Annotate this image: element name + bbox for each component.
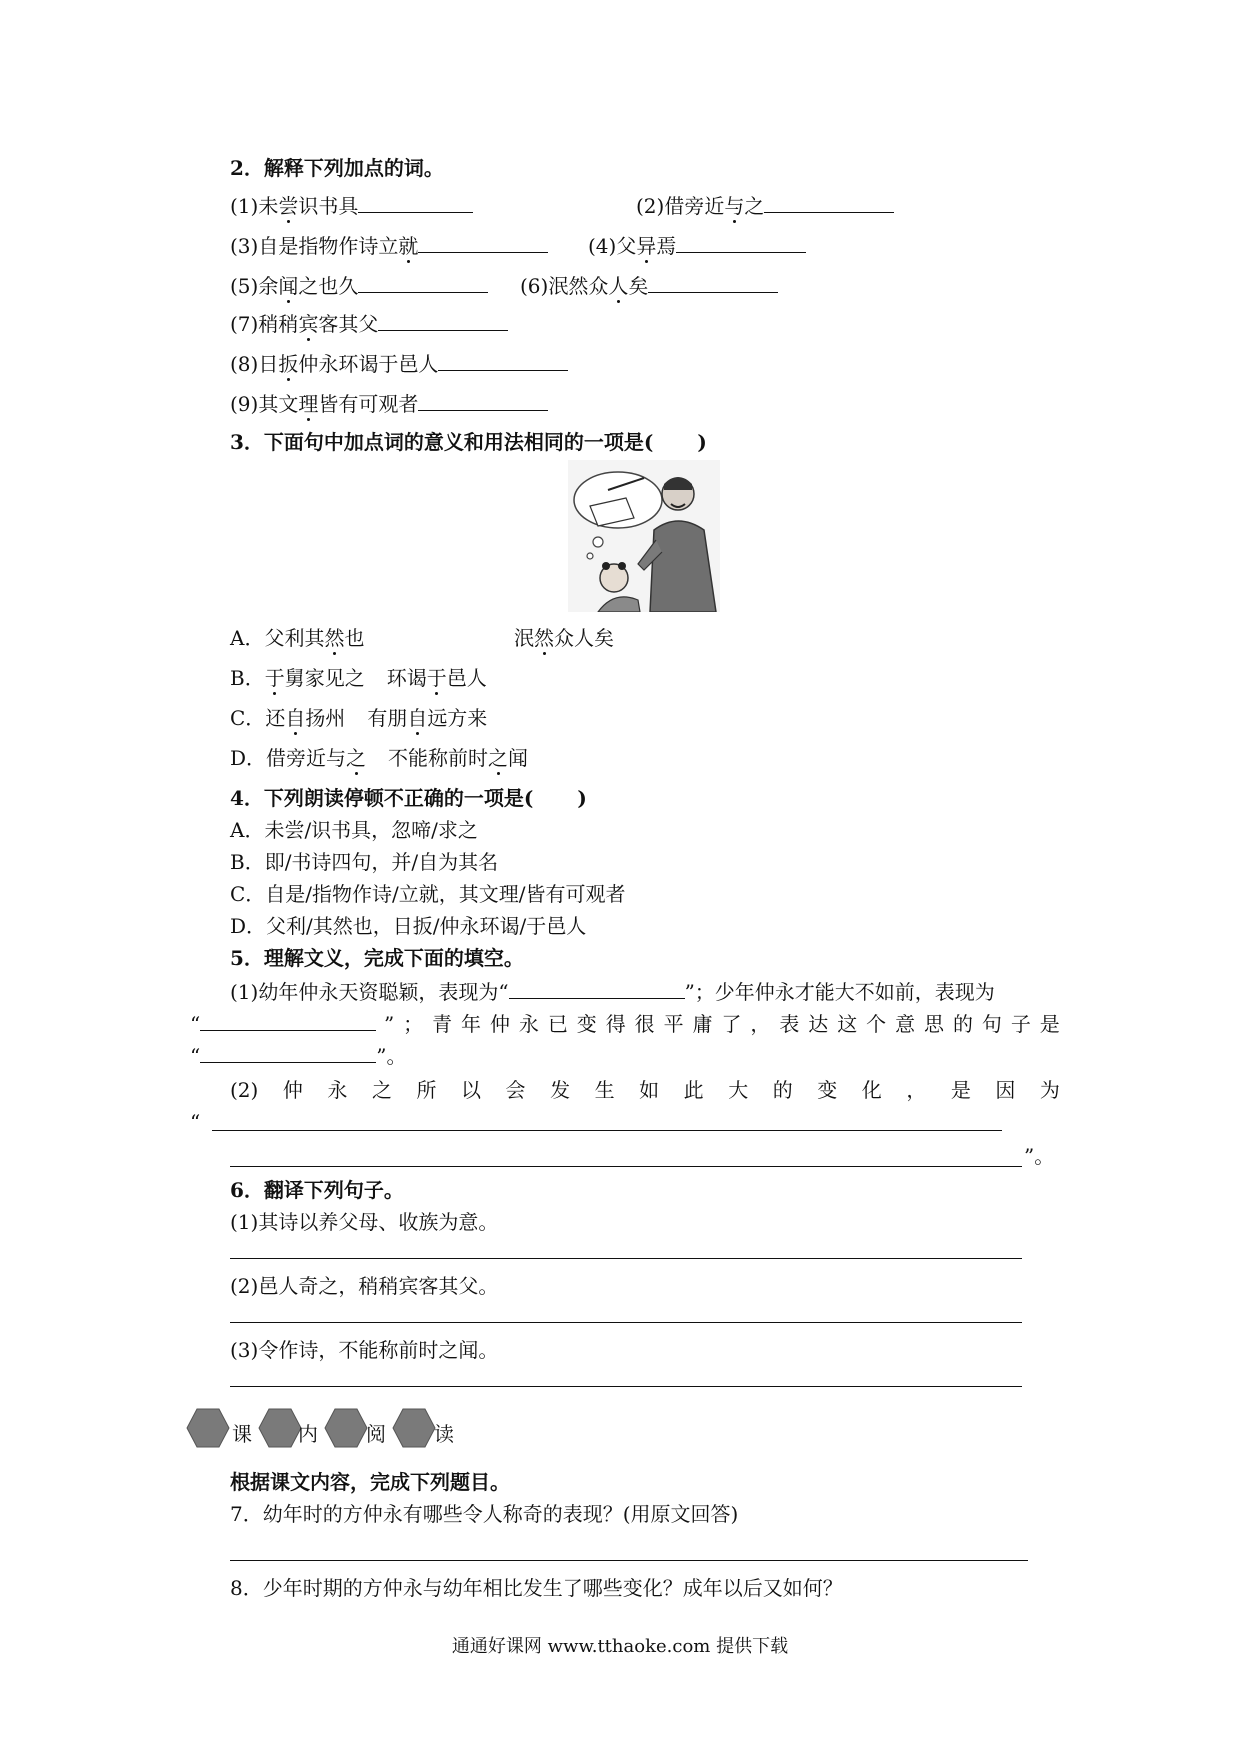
answer-line[interactable] (212, 1130, 1002, 1131)
q2-item-4: (4)父异焉 (588, 232, 806, 260)
q8-text: 8．少年时期的方仲永与幼年相比发生了哪些变化？成年以后又如何？ (230, 1576, 843, 1600)
q4-title: 4．下列朗读停顿不正确的一项是( ) (230, 786, 587, 810)
dotted-char: 尝 (278, 194, 299, 218)
hexagon-icon (392, 1408, 436, 1448)
answer-line[interactable] (230, 1322, 1022, 1323)
q3-option-c: C．还自扬州 有朋自远方来 (230, 706, 488, 730)
dotted-char: 之 (346, 746, 367, 770)
dotted-char: 自 (407, 706, 428, 730)
q3-option-d: D．借旁近与之 不能称前时之闻 (230, 746, 529, 770)
q5-part1-line3: “ ”。 (190, 1044, 407, 1068)
q2-item-3: (3)自是指物作诗立就 (230, 232, 548, 260)
dotted-char: 异 (636, 234, 657, 258)
answer-blank[interactable] (418, 390, 548, 411)
q6-item-2: (2)邑人奇之，稍稍宾客其父。 (230, 1274, 499, 1298)
answer-blank[interactable] (200, 1010, 376, 1031)
dotted-char: 扳 (278, 352, 299, 376)
dotted-char: 自 (285, 706, 306, 730)
q2-item-8: (8)日扳仲永环谒于邑人 (230, 350, 568, 378)
story-illustration (568, 460, 720, 612)
section-char: 课 (232, 1422, 252, 1446)
q4-option-b: B．即/书诗四句，并/自为其名 (230, 850, 499, 874)
answer-line[interactable] (230, 1166, 1022, 1167)
dotted-char: 然 (324, 626, 345, 650)
dotted-char: 宾 (298, 312, 319, 336)
dotted-char: 人 (608, 274, 629, 298)
q4-option-c: C．自是/指物作诗/立就，其文理/皆有可观者 (230, 882, 626, 906)
q5-part1-line2-text: ” ； 青 年 仲 永 已 变 得 很 平 庸 了 ， 表 达 这 个 意 思 的 句 子 是 (384, 1012, 1060, 1036)
answer-blank[interactable] (418, 232, 548, 253)
q2-item-9: (9)其文理皆有可观者 (230, 390, 548, 418)
section-char: 阅 (366, 1422, 386, 1446)
hexagon-icon (258, 1408, 302, 1448)
answer-line[interactable] (230, 1258, 1022, 1259)
q3-option-b: B．于舅家见之 环谒于邑人 (230, 666, 487, 690)
answer-blank[interactable] (358, 192, 473, 213)
answer-line[interactable] (230, 1386, 1022, 1387)
dotted-char: 之 (488, 746, 509, 770)
q5-part2-open-quote: “ (190, 1110, 201, 1134)
dotted-char: 理 (298, 392, 319, 416)
answer-blank[interactable] (358, 272, 488, 293)
footer-credit: 通通好课网 www.tthaoke.com 提供下载 (451, 1636, 789, 1657)
q2-item-7: (7)稍稍宾客其父 (230, 310, 508, 338)
q3-option-a-second: 泯然众人矣 (514, 626, 614, 650)
dotted-char: 于 (264, 666, 285, 690)
q5-part2-line1: (2) 仲 永 之 所 以 会 发 生 如 此 大 的 变 化 ， 是 因 为 (230, 1078, 1060, 1102)
dotted-char: 就 (398, 234, 419, 258)
dotted-char: 于 (426, 666, 447, 690)
q6-item-3: (3)令作诗，不能称前时之闻。 (230, 1338, 499, 1362)
q2-title: 2．解释下列加点的词。 (230, 156, 444, 180)
answer-blank[interactable] (509, 978, 685, 999)
q4-option-d: D．父利/其然也，日扳/仲永环谒/于邑人 (230, 914, 587, 938)
q6-title: 6．翻译下列句子。 (230, 1178, 404, 1202)
dotted-char: 与 (724, 194, 745, 218)
section-header (186, 1408, 486, 1452)
dotted-char: 闻 (278, 274, 299, 298)
q7-text: 7．幼年时的方仲永有哪些令人称奇的表现？(用原文回答) (230, 1502, 739, 1526)
hexagon-icon (324, 1408, 368, 1448)
dotted-char: 然 (534, 626, 554, 650)
q3-option-a: A．父利其然也 (230, 626, 365, 650)
reading-intro: 根据课文内容，完成下列题目。 (230, 1470, 510, 1494)
answer-blank[interactable] (200, 1042, 376, 1063)
q5-part1-line2-start: “ (190, 1010, 376, 1038)
q5-part2-close: ”。 (1024, 1144, 1055, 1168)
answer-blank[interactable] (764, 192, 894, 213)
answer-blank[interactable] (648, 272, 778, 293)
q2-item-2: (2)借旁近与之 (636, 192, 894, 220)
q2-item-1: (1)未尝识书具 (230, 192, 473, 220)
section-char: 内 (298, 1422, 318, 1446)
q2-item-6: (6)泯然众人矣 (520, 272, 778, 300)
answer-blank[interactable] (438, 350, 568, 371)
answer-blank[interactable] (378, 310, 508, 331)
q5-title: 5．理解文义，完成下面的填空。 (230, 946, 524, 970)
q5-part1-line1: (1)幼年仲永天资聪颖，表现为“ ”；少年仲永才能大不如前，表现为 (230, 980, 995, 1004)
section-char: 读 (434, 1422, 454, 1446)
q6-item-1: (1)其诗以养父母、收族为意。 (230, 1210, 499, 1234)
hexagon-icon (186, 1408, 230, 1448)
answer-line[interactable] (230, 1560, 1028, 1561)
q2-item-5: (5)余闻之也久 (230, 272, 488, 300)
q4-option-a: A．未尝/识书具，忽啼/求之 (230, 818, 478, 842)
q3-title: 3．下面句中加点词的意义和用法相同的一项是( ) (230, 430, 707, 454)
answer-blank[interactable] (676, 232, 806, 253)
